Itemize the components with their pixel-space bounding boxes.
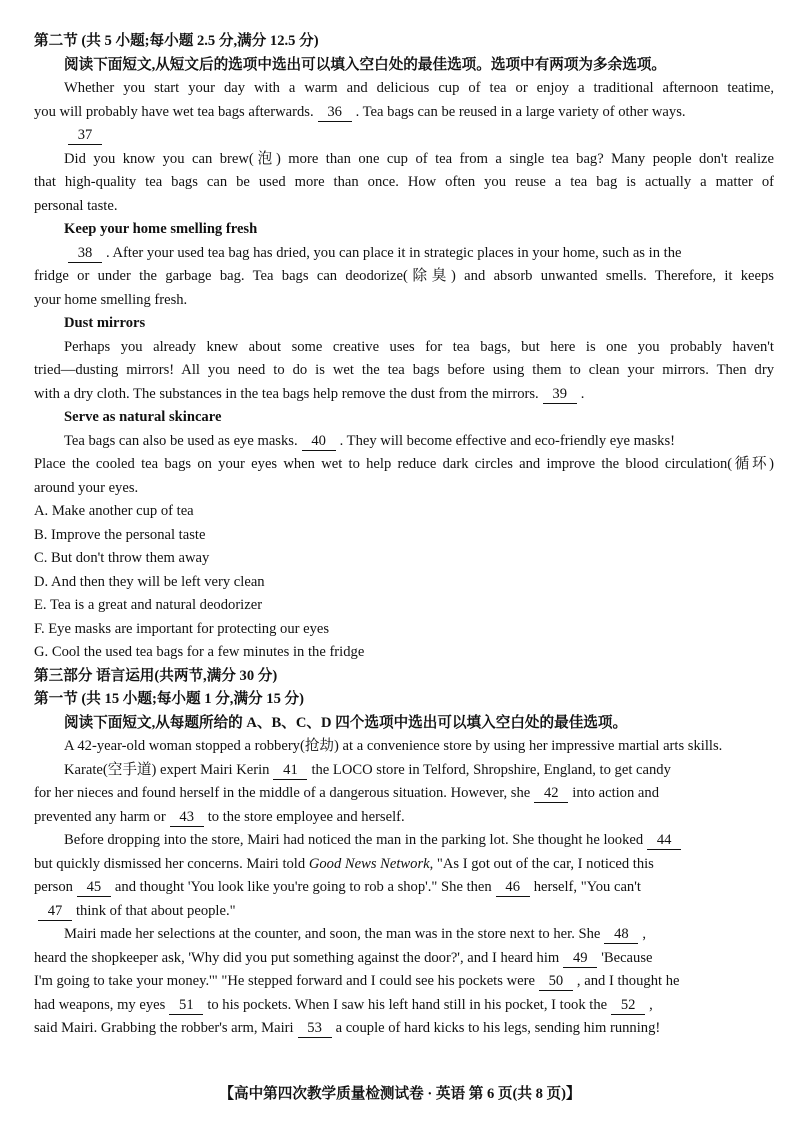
- blank-41[interactable]: 41: [273, 762, 307, 780]
- blank-46[interactable]: 46: [496, 879, 530, 897]
- part3-instruction: 阅读下面短文,从每题所给的 A、B、C、D 四个选项中选出可以填入空白处的最佳选项。: [64, 714, 628, 731]
- option-g: G. Cool the used tea bags for a few minutes in the fridge: [34, 644, 365, 660]
- passage-line: that high-quality tea bags can be used more than once. How often you reuse a tea bag is actually a matter of: [34, 174, 774, 190]
- exam-page: [34, 30, 774, 1041]
- passage-line: Karate(空手道) expert Mairi Kerin 41 the LOCO store in Telford, Shropshire, England, to get candy: [64, 761, 671, 778]
- blank-43[interactable]: 43: [170, 809, 204, 827]
- passage-line: around your eyes.: [34, 479, 139, 496]
- passage-line: Perhaps you already knew about some creative uses for tea bags, but here is one you probably haven't: [64, 338, 774, 355]
- option-a: A. Make another cup of tea: [34, 503, 194, 519]
- passage-line: Mairi made her selections at the counter, and soon, the man was in the store next to her. She 48 ,: [64, 926, 647, 942]
- page-footer: 【高中第四次教学质量检测试卷 · 英语 第 6 页(共 8 页)】: [219, 1086, 581, 1102]
- part3-section1-heading: 第一节 (共 15 小题;每小题 1 分,满分 15 分): [34, 691, 304, 707]
- news-source: Good News Network: [308, 855, 430, 872]
- passage-line: Before dropping into the store, Mairi had noticed the man in the parking lot. She thought he looked 44: [34, 829, 774, 853]
- option-e: E. Tea is a great and natural deodorizer: [34, 597, 263, 613]
- blank-50[interactable]: 50: [539, 973, 573, 991]
- passage-line: Did you know you can brew(泡) more than one cup of tea from a single tea bag? Many people don't realize: [64, 150, 774, 167]
- passage-line: said Mairi. Grabbing the robber's arm, Mairi 53 a couple of hard kicks to his legs, sending him running!: [34, 1020, 661, 1036]
- blank-39[interactable]: 39: [543, 386, 577, 404]
- passage-line: [34, 124, 774, 148]
- part3-heading: 第三部分 语言运用(共两节,满分 30 分): [34, 667, 278, 684]
- blank-47[interactable]: 47: [38, 903, 72, 921]
- option-c: C. But don't throw them away: [34, 550, 210, 566]
- blank-42[interactable]: 42: [534, 785, 568, 803]
- subheading-skincare: Serve as natural skincare: [64, 409, 222, 425]
- passage-line: had weapons, my eyes 51 to his pockets. When I saw his left hand still in his pocket, I took the 52 ,: [34, 996, 653, 1013]
- option-f: F. Eye masks are important for protecting our eyes: [34, 620, 330, 637]
- blank-38[interactable]: 38: [68, 245, 102, 263]
- section2-heading: 第二节 (共 5 小题;每小题 2.5 分,满分 12.5 分): [34, 33, 319, 49]
- passage-line: Place the cooled tea bags on your eyes when wet to help reduce dark circles and improve the blood circulation(循环): [34, 456, 774, 472]
- blank-52[interactable]: 52: [611, 997, 645, 1015]
- passage-line: I'm going to take your money.'" "He stepped forward and I could see his pockets were 50 , and I thought he: [34, 973, 680, 989]
- section2-instruction: 阅读下面短文,从短文后的选项中选出可以填入空白处的最佳选项。选项中有两项为多余选项。: [64, 56, 666, 73]
- subheading-dust: Dust mirrors: [64, 315, 146, 331]
- passage-line: prevented any harm or 43 to the store employee and herself.: [34, 808, 405, 825]
- blank-36[interactable]: 36: [318, 104, 352, 122]
- blank-37[interactable]: 37: [68, 127, 102, 145]
- passage-line: personal taste.: [34, 197, 118, 214]
- passage-line: tried—dusting mirrors! All you need to do is wet the tea bags before using them to clean your mirrors. Then dry: [34, 362, 774, 378]
- subheading-fresh: Keep your home smelling fresh: [64, 221, 258, 237]
- blank-45[interactable]: 45: [77, 879, 111, 897]
- passage-line: Tea bags can also be used as eye masks. 40 . They will become effective and eco-friendly eye masks!: [64, 432, 676, 449]
- passage-line: 38 . After your used tea bag has dried, you can place it in strategic places in your home, such as in the: [34, 242, 774, 266]
- option-b: B. Improve the personal taste: [34, 526, 206, 543]
- blank-44[interactable]: 44: [647, 832, 681, 850]
- passage-line: heard the shopkeeper ask, 'Why did you put something against the door?', and I heard him 49 'Because: [34, 949, 653, 966]
- blank-49[interactable]: 49: [563, 950, 597, 968]
- passage-line: with a dry cloth. The substances in the tea bags help remove the dust from the mirrors. 39 .: [34, 385, 585, 402]
- blank-48[interactable]: 48: [604, 926, 638, 944]
- passage-line: Whether you start your day with a warm and delicious cup of tea or enjoy a traditional afternoon teatime,: [64, 80, 774, 96]
- passage-line: but quickly dismissed her concerns. Mairi told Good News Network, "As I got out of the car, I noticed this: [34, 855, 654, 872]
- passage-line: your home smelling fresh.: [34, 291, 188, 308]
- blank-51[interactable]: 51: [169, 997, 203, 1015]
- blank-53[interactable]: 53: [298, 1020, 332, 1038]
- passage-line: A 42-year-old woman stopped a robbery(抢劫) at a convenience store by using her impressive martial arts skills.: [64, 738, 723, 754]
- passage-line: you will probably have wet tea bags afterwards. 36 . Tea bags can be reused in a large variety of other ways.: [34, 103, 686, 120]
- blank-40[interactable]: 40: [302, 433, 336, 451]
- passage-line: 47 think of that about people.": [34, 900, 774, 924]
- passage-line: for her nieces and found herself in the middle of a dangerous situation. However, she 42 into action and: [34, 785, 659, 801]
- passage-line: person 45 and thought 'You look like you're going to rob a shop'." She then 46 herself, "You can't: [34, 879, 641, 895]
- option-d: D. And then they will be left very clean: [34, 573, 265, 590]
- passage-line: fridge or under the garbage bag. Tea bags can deodorize(除臭) and absorb unwanted smells. Therefore, it keeps: [34, 268, 774, 284]
